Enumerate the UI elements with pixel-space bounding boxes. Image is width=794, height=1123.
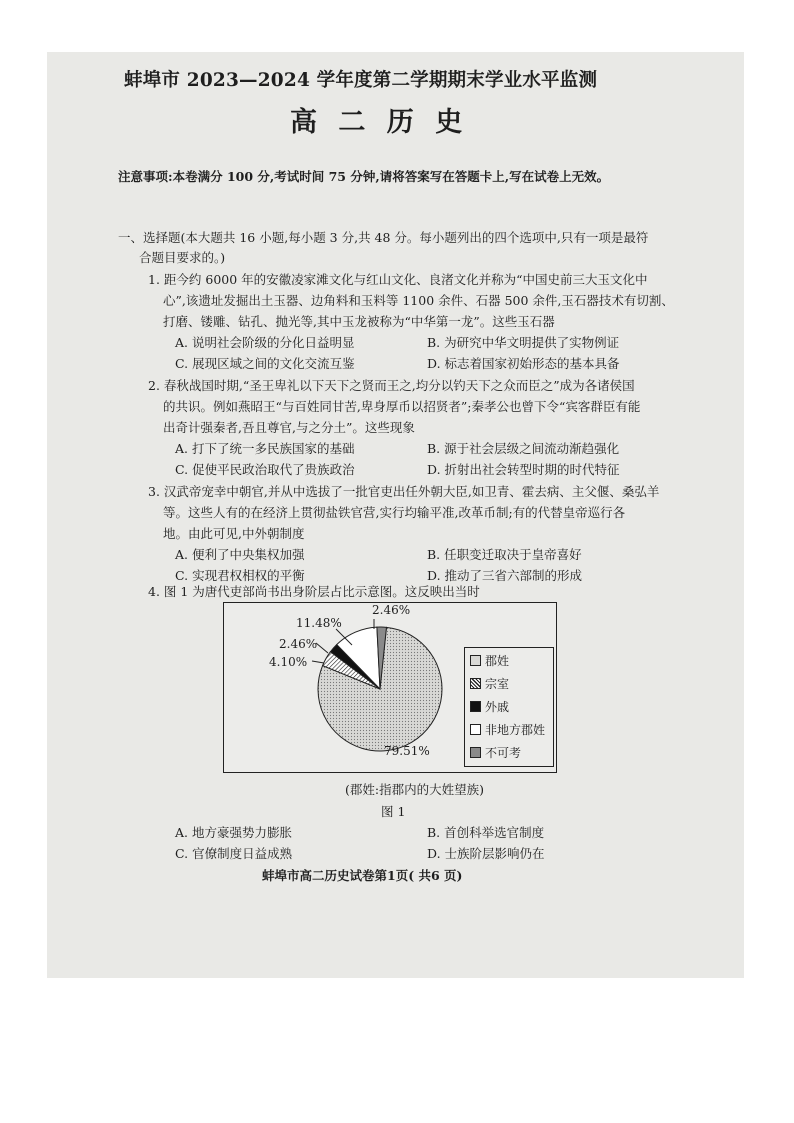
question-4-option-b[interactable]: B. 首创科举选官制度 <box>427 825 545 840</box>
question-2-option-b[interactable]: B. 源于社会层级之间流动渐趋强化 <box>427 441 620 456</box>
legend-label-bukekao: 不可考 <box>485 745 522 760</box>
question-4-option-c[interactable]: C. 官僚制度日益成熟 <box>175 846 293 861</box>
question-2-option-d[interactable]: D. 折射出社会转型时期的时代特征 <box>427 462 620 477</box>
question-3-line-3: 地。由此可见,中外朝制度 <box>163 526 305 541</box>
question-4-option-d[interactable]: D. 士族阶层影响仍在 <box>427 846 545 861</box>
question-3-option-a[interactable]: A. 便利了中央集权加强 <box>175 547 305 562</box>
legend-label-feidifang: 非地方郡姓 <box>485 722 546 737</box>
legend-label-zongshi: 宗室 <box>485 676 510 691</box>
question-4-line-1: 4. 图 1 为唐代吏部尚书出身阶层占比示意图。这反映出当时 <box>148 584 480 599</box>
question-1-line-3: 打磨、镂雕、钻孔、抛光等,其中玉龙被称为“中华第一龙”。这些玉石器 <box>163 314 555 329</box>
question-1-option-d[interactable]: D. 标志着国家初始形态的基本具备 <box>427 356 620 371</box>
exam-title: 蚌埠市 2023—2024 学年度第二学期期末学业水平监测 <box>124 70 598 91</box>
question-1-line-2: 心”,该遗址发掘出土玉器、边角料和玉料等 1100 余件、石器 500 余件,玉石器技术有切割、 <box>163 293 674 308</box>
question-2-option-c[interactable]: C. 促使平民政治取代了贵族政治 <box>175 462 355 477</box>
question-1-option-a[interactable]: A. 说明社会阶级的分化日益明显 <box>175 335 355 350</box>
pie-label-4-10: 4.10% <box>269 655 308 669</box>
question-3-option-c[interactable]: C. 实现君权相权的平衡 <box>175 568 305 583</box>
pie-label-2-46-left: 2.46% <box>279 637 318 651</box>
legend-label-waiqi: 外戚 <box>485 699 510 714</box>
question-2-line-3: 出奇计强秦者,吾且尊官,与之分土”。这些现象 <box>163 420 415 435</box>
legend-item-waiqi <box>470 698 509 714</box>
legend-swatch-dots <box>470 655 481 666</box>
chart-caption: (郡姓:指郡内的大姓望族) <box>345 782 484 797</box>
legend-swatch-hatch <box>470 678 481 689</box>
legend-item-feidifang <box>470 721 545 737</box>
legend-item-junxing <box>470 652 509 668</box>
legend-swatch-grey <box>470 747 481 758</box>
exam-subject: 高 二 历 史 <box>290 107 469 138</box>
chart-legend <box>464 647 554 767</box>
question-2-option-a[interactable]: A. 打下了统一多民族国家的基础 <box>175 441 355 456</box>
question-1-line-1: 1. 距今约 6000 年的安徽凌家滩文化与红山文化、良渚文化并称为“中国史前三大玉文化中 <box>148 272 648 287</box>
leader-line-zongshi <box>312 661 324 663</box>
pie-label-2-46-top: 2.46% <box>372 603 411 617</box>
legend-swatch-white <box>470 724 481 735</box>
legend-label-junxing: 郡姓 <box>485 653 510 668</box>
question-2-line-2: 的共识。例如燕昭王“与百姓同甘苦,卑身厚币以招贤者”;秦孝公也曾下令“宾客群臣有能 <box>163 399 641 414</box>
pie-chart-figure <box>223 602 557 773</box>
pie-label-79-51: 79.51% <box>384 744 430 758</box>
legend-item-bukekao <box>470 744 521 760</box>
question-3-line-1: 3. 汉武帝宠幸中朝官,并从中选拔了一批官吏出任外朝大臣,如卫青、霍去病、主父偃、桑弘羊 <box>148 484 660 499</box>
leader-line-waiqi <box>316 643 328 653</box>
question-3-option-d[interactable]: D. 推动了三省六部制的形成 <box>427 568 583 583</box>
question-3-line-2: 等。这些人有的在经济上贯彻盐铁官营,实行均输平准,改革币制;有的代替皇帝巡行各 <box>163 505 626 520</box>
legend-item-zongshi <box>470 675 509 691</box>
section-heading: 一、选择题(本大题共 16 小题,每小题 3 分,共 48 分。每小题列出的四个选项中,只有一项是最符 <box>118 230 649 245</box>
section-heading-cont: 合题目要求的。) <box>139 250 226 265</box>
question-2-line-1: 2. 春秋战国时期,“圣王卑礼以下天下之贤而王之,均分以钓天下之众而臣之”成为各诸侯国 <box>148 378 635 393</box>
pie-label-11-48: 11.48% <box>296 616 342 630</box>
question-4-option-a[interactable]: A. 地方豪强势力膨胀 <box>175 825 292 840</box>
exam-notice: 注意事项:本卷满分 100 分,考试时间 75 分钟,请将答案写在答题卡上,写在试卷上无效。 <box>118 169 610 184</box>
question-1-option-c[interactable]: C. 展现区域之间的文化交流互鉴 <box>175 356 355 371</box>
question-1-option-b[interactable]: B. 为研究中华文明提供了实物例证 <box>427 335 620 350</box>
legend-swatch-black <box>470 701 481 712</box>
page-footer: 蚌埠市高二历史试卷第1页( 共6 页) <box>262 868 463 883</box>
question-3-option-b[interactable]: B. 任职变迁取决于皇帝喜好 <box>427 547 582 562</box>
figure-label: 图 1 <box>381 804 406 819</box>
